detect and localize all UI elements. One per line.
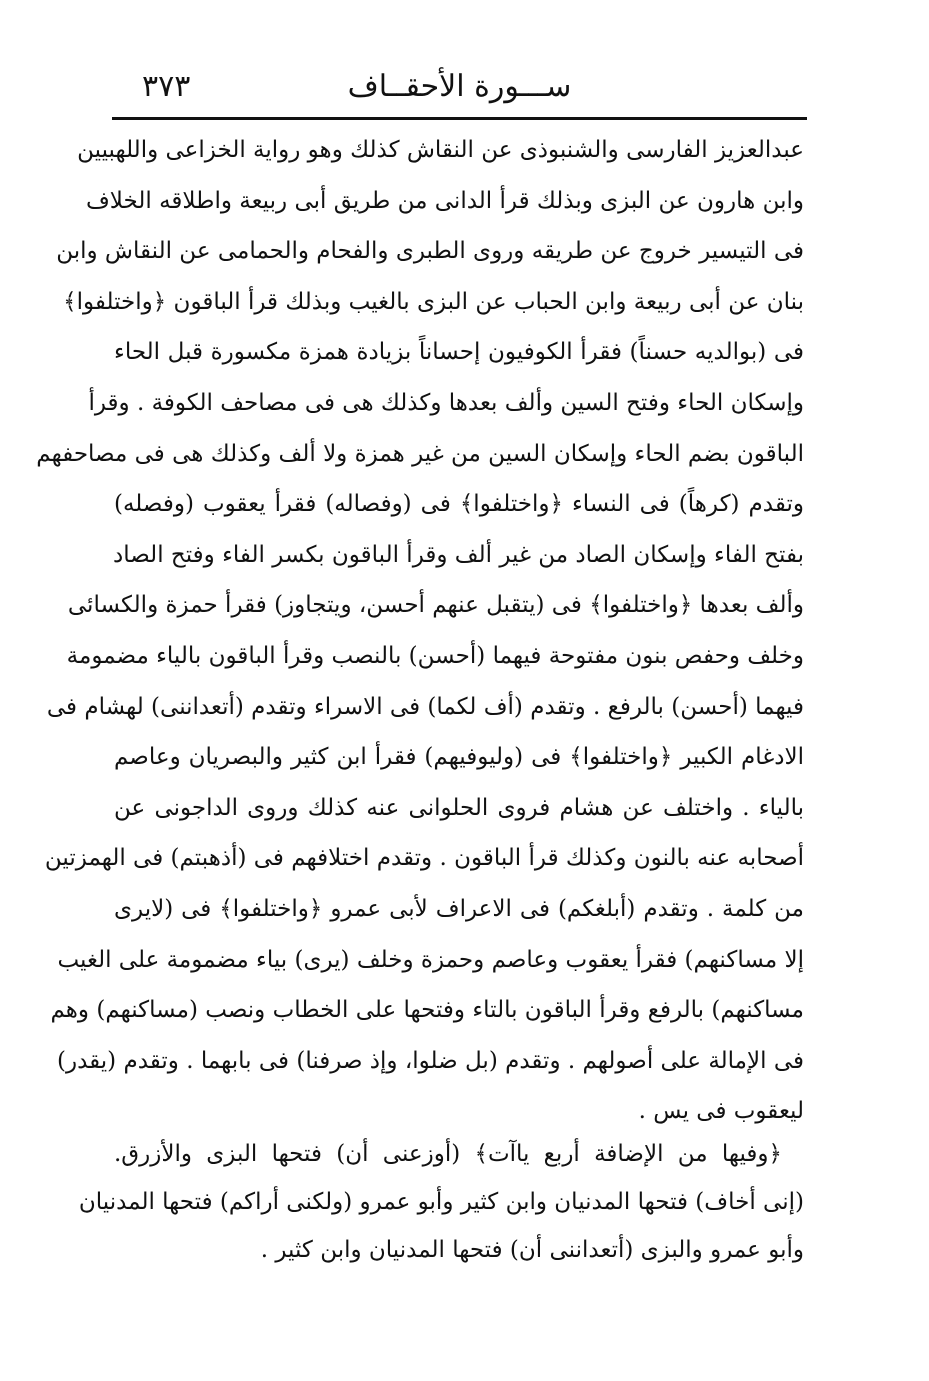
text-line: بفتح الفاء وإسكان الصاد من غير ألف وقرأ الباقون بكسر الفاء وفتح الصاد [112, 541, 804, 568]
text-line: وألف بعدها ﴿واختلفوا﴾ فى (يتقبل عنهم أحسن، ويتجاوز) فقرأ حمزة والكسائى [67, 592, 804, 619]
text-line: فى التيسير خروج عن طريقه وروى الطبرى والفحام والحمامى عن النقاش وابن [56, 238, 804, 265]
text-line: عبدالعزيز الفارسى والشنبوذى عن النقاش كذلك وهو رواية الخزاعى واللهبيين [77, 137, 804, 163]
text-line: من كلمة . وتقدم (أبلغكم) فى الاعراف لأبى عمرو ﴿واختلفوا﴾ فى (لايرى [114, 895, 804, 922]
text-line: فى الإمالة على أصولهم . وتقدم (بل ضلوا، وإذ صرفنا) فى بابهما . وتقدم (يقدر) [56, 1047, 804, 1074]
text-line: فى (بوالديه حسناً) فقرأ الكوفيون إحساناً بزيادة همزة مكسورة قبل الحاء [114, 339, 804, 366]
text-line: ﴿وفيها من الإضافة أربع ياآت﴾ (أوزعنى أن) فتحها البزى والأزرق. [114, 1141, 782, 1167]
text-line: الباقون بضم الحاء وإسكان السين من غير همزة ولا ألف وكذلك هى فى مصاحفهم [36, 440, 804, 467]
text-line: أصحابه عنه بالنون وكذلك قرأ الباقون . وتقدم اختلافهم فى (أذهبتم) فى الهمزتين [44, 845, 804, 872]
page-header [112, 62, 807, 112]
text-line: وخلف وحفص بنون مفتوحة فيهما (أحسن) بالنصب وقرأ الباقون بالياء مضمومة [66, 642, 804, 669]
text-line: وإسكان الحاء وفتح السين وألف بعدها وكذلك هى فى مصاحف الكوفة . وقرأ [88, 389, 804, 416]
text-line: الادغام الكبير ﴿واختلفوا﴾ فى (وليوفيهم) فقرأ ابن كثير والبصريان وعاصم [114, 744, 804, 771]
text-line: بنان عن أبى ربيعة وابن الحباب عن البزى بالغيب وبذلك قرأ الباقون ﴿واختلفوا﴾ [63, 288, 804, 315]
idafa-section [78, 1130, 804, 1274]
text-line: وتقدم (كرهاً) فى النساء ﴿واختلفوا﴾ فى (وفصاله) فقرأ يعقوب (وفصله) [114, 491, 804, 518]
main-text [36, 125, 804, 1137]
text-line: ليعقوب فى يس . [638, 1098, 804, 1125]
text-line: (إنى أخاف) فتحها المدنيان وابن كثير وأبو عمرو (ولكنى أراكم) فتحها المدنيان [78, 1189, 804, 1215]
text-line: وأبو عمرو والبزى (أتعداننى أن) فتحها المدنيان وابن كثير . [260, 1237, 804, 1263]
header-rule [112, 117, 807, 120]
text-line: وابن هارون عن البزى وبذلك قرأ الدانى من طريق أبى ربيعة واطلاقه الخلاف [85, 187, 804, 214]
text-line: بالياء . واختلف عن هشام فروى الحلوانى عنه كذلك وروى الداجونى عن [114, 794, 804, 821]
text-line: إلا مساكنهم) فقرأ يعقوب وعاصم وحمزة وخلف (يرى) بياء مضمومة على الغيب [57, 946, 804, 973]
text-line: مساكنهم) بالرفع وقرأ الباقون بالتاء وفتحها على الخطاب ونصب (مساكنهم) وهم [50, 997, 804, 1024]
surah-title: ســـورة الأحقــاف [347, 69, 572, 104]
text-line: فيهما (أحسن) بالرفع . وتقدم (أف لكما) فى الاسراء وتقدم (أتعداننى) لهشام فى [46, 693, 804, 720]
page-number: ٣٧٣ [142, 69, 191, 104]
